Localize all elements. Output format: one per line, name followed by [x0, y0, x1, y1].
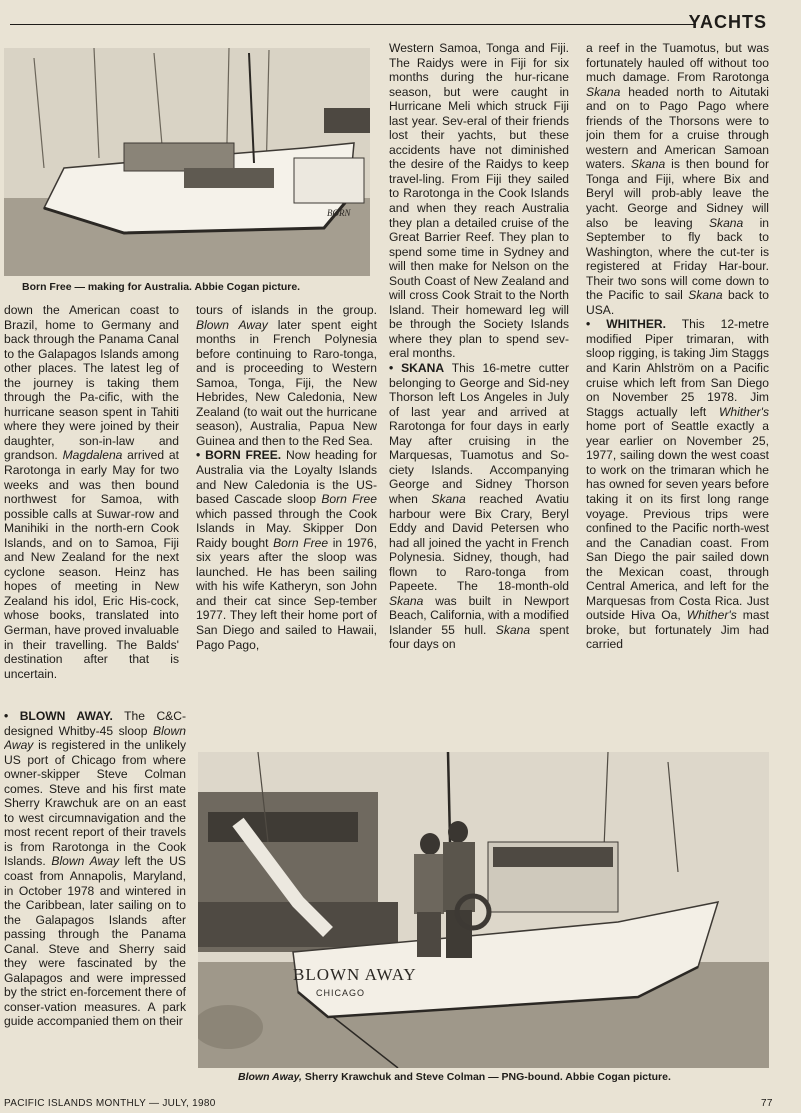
vessel-name: Born Free: [321, 492, 377, 507]
born-boat-name: BORN: [327, 208, 351, 218]
text-run: Now heading for Australia via the Loyalty Islands and New Caledonia is the US-based Cascade sloop: [196, 448, 377, 507]
photo2-caption: [238, 1071, 671, 1083]
text-run: The C&C-designed Whitby-45 sloop: [4, 709, 186, 738]
photo2-caption-title: Blown Away,: [238, 1071, 302, 1083]
article-paragraph: [196, 303, 377, 448]
text-run: down the American coast to Brazil, home to Germany and back through the Panama Canal to the Galapagos Islands among other places. The latest leg of the journey is taking them through the Pa-cific, with the hurricane season spent in Tahiti where they were joined by their daughter, son-in-law and grandson.: [4, 303, 179, 463]
article-paragraph: [4, 303, 179, 681]
vessel-name: Blown Away: [51, 854, 120, 869]
text-run: a reef in the Tuamotus, but was fortunately hauled off without too much damage. From Rarotonga: [586, 41, 769, 85]
photo-blown-away: [198, 752, 769, 1068]
vessel-name: Skana: [431, 491, 466, 506]
text-run: This 16-metre cutter belonging to George and Sid-ney Thorson left Los Angeles in July of last year and arrived at Rarotonga for four days in early May after cruising in the Marquesas, Tuamotus and So-ciety Islands. Accompanying George and Sidney Thorson when: [389, 361, 569, 506]
boat-home-port: CHICAGO: [316, 988, 366, 998]
text-run: which passed through the Cook Islands in May. Skipper Don Raidy bought: [196, 506, 377, 550]
article-paragraph: [4, 709, 186, 1029]
article-paragraph: [389, 41, 569, 361]
column-1-bottom: [4, 709, 186, 1087]
text-run: mast broke, but fortunately Jim had carried: [586, 608, 769, 652]
vessel-name: Skana: [708, 215, 744, 230]
article-paragraph: [196, 448, 377, 652]
text-run: back to USA.: [586, 288, 769, 317]
item-heading: • WHITHER.: [586, 317, 667, 332]
header-rule: [10, 24, 696, 25]
vessel-name: Skana: [389, 593, 424, 608]
vessel-name: Magdalena: [62, 448, 123, 463]
column-3: [389, 41, 569, 708]
text-run: is registered in the unlikely US port of Chicago from where owner-skipper Steve Colman comes. Steve and his first mate Sherry Krawchuk are on an east to west circumnavigation and the most recent report of their travels is from Rarotonga in the Cook Islands.: [4, 738, 186, 869]
vessel-name: Whither's: [686, 608, 737, 623]
article-paragraph: [586, 41, 769, 317]
text-run: spent four days on: [389, 622, 569, 652]
page-number: 77: [761, 1098, 773, 1109]
text-run: tours of islands in the group.: [196, 303, 377, 317]
text-run: later spent eight months in French Polynesia before continuing to Raro-tonga, and is proceeding to Western Samoa, Tonga, Fiji, the New Hebrides, New Caledonia, New Zealand (to wait out the hurricane season), Australia, Papua New Guinea and then to the Red Sea.: [196, 317, 377, 448]
text-run: headed north to Aitutaki and on to Pago Pago where friends of the Thorsons were to join them for a cruise through western and American Samoan waters.: [586, 84, 769, 172]
vessel-name: Skana: [586, 84, 621, 99]
column-2: [196, 303, 377, 708]
column-1-top: [4, 303, 179, 708]
text-run: left the US coast from Annapolis, Maryland, in October 1978 and wintered in the Caribbean, later sailing on to the Galapagos Islands after passing through the Panama Canal. Steve and Sherry said they were fascinated by the Galapagos and were impressed by the strict en-forcement there of conser-vation measures. A park guide accompanied them on their: [4, 854, 186, 1029]
vessel-name: Blown Away: [4, 723, 186, 753]
text-run: in September to fly back to Washington, where the cut-ter is registered at Friday Har-bour. Their two sons will come down to the Pacific to sail: [586, 215, 769, 303]
vessel-name: Skana: [688, 288, 723, 303]
item-heading: • BLOWN AWAY.: [4, 709, 113, 723]
photo-born-free: [4, 48, 370, 276]
section-title: YACHTS: [688, 12, 767, 32]
vessel-name: Skana: [495, 622, 531, 637]
vessel-name: Skana: [630, 157, 666, 172]
photo1-caption: Born Free — making for Australia. Abbie Cogan picture.: [22, 281, 301, 293]
boat-name-blown-away: BLOWN AWAY: [293, 965, 417, 984]
article-paragraph: [586, 317, 769, 652]
text-run: Western Samoa, Tonga and Fiji. The Raidys were in Fiji for six months during the hur-ricane season, but were caught in Hurricane Meli which struck Fiji last year. Sev-eral of their friends lost their yachts, but these accidents have not diminished the desire of the Raidys to keep travel-ling. From Fiji they sailed to Rarotonga in the Cook Islands and when they reach Australia they plan a detailed cruise of the Great Barrier Reef. They plan to spend some time in Sydney and will then make for Nelson on the South Coast of New Zealand and will cross Cook Strait to the North Island. Their homeward leg will be through the Society Islands where they plan to spend sev-eral months.: [389, 41, 569, 361]
column-4: [586, 41, 769, 708]
text-run: arrived at Rarotonga in early May for two weeks and was then bound northwest for Samoa, with possible calls at Suwar-row and Manihiki in the north-ern Cook Islands, and on to Samoa, Fiji and New Zealand for the next cyclone season. Heinz has hopes of meeting in New Zealand his idol, Eric His-cock, whose books, translated into German, have proved invaluable in their travelling. The Balds' destination after that is uncertain.: [4, 448, 179, 681]
text-run: in 1976, six years after the sloop was launched. He has been sailing with his wife Katheryn, son John and their cat since Sep-tember 1977. They left their home port of San Diego and sailed to Hawaii, Pago Pago,: [196, 535, 377, 652]
vessel-name: Whither's: [718, 404, 769, 419]
text-run: was built in Newport Beach, California, with a modified Islander 55 hull.: [389, 593, 569, 637]
text-run: home port of Seattle exactly a year earlier on November 25, 1977, sailing down the west coast to work on the trimaran which he has owned for seven years before taking it on its first long range voyage. Previous trips were confined to the Pacific north-west and the Canadian coast. From San Diego the pair sailed down the Mexican coast, through Central America, and left for the Marquesas from Costa Rica. Just outside Hiva Oa,: [586, 419, 769, 623]
vessel-name: Blown Away: [196, 317, 268, 332]
text-run: reached Avatiu harbour were Bix Crary, Beryl Eddy and David Petersen who had all joined the yacht in French Polynesia. Sidney, though, had flown to Raro-tonga from Papeete. The 18-month-old: [389, 491, 569, 594]
photo2-caption-rest: Sherry Krawchuk and Steve Colman — PNG-bound. Abbie Cogan picture.: [301, 1071, 671, 1083]
footer-publication: PACIFIC ISLANDS MONTHLY — JULY, 1980: [4, 1098, 216, 1109]
text-run: This 12-metre modified Piper trimaran, with sloop rigging, is taking Jim Staggs and Karin Ahlström on a Pacific cruise which left from San Diego on November 25 1978. Jim Staggs actually left: [586, 317, 769, 419]
text-run: is then bound for Tonga and Fiji, where Bix and Beryl will prob-ably leave the yacht. George and Sidney will also be leaving: [586, 157, 769, 230]
article-paragraph: [389, 361, 569, 652]
vessel-name: Born Free: [273, 535, 329, 550]
item-heading: • BORN FREE.: [196, 448, 282, 463]
item-heading: • SKANA: [389, 361, 445, 376]
